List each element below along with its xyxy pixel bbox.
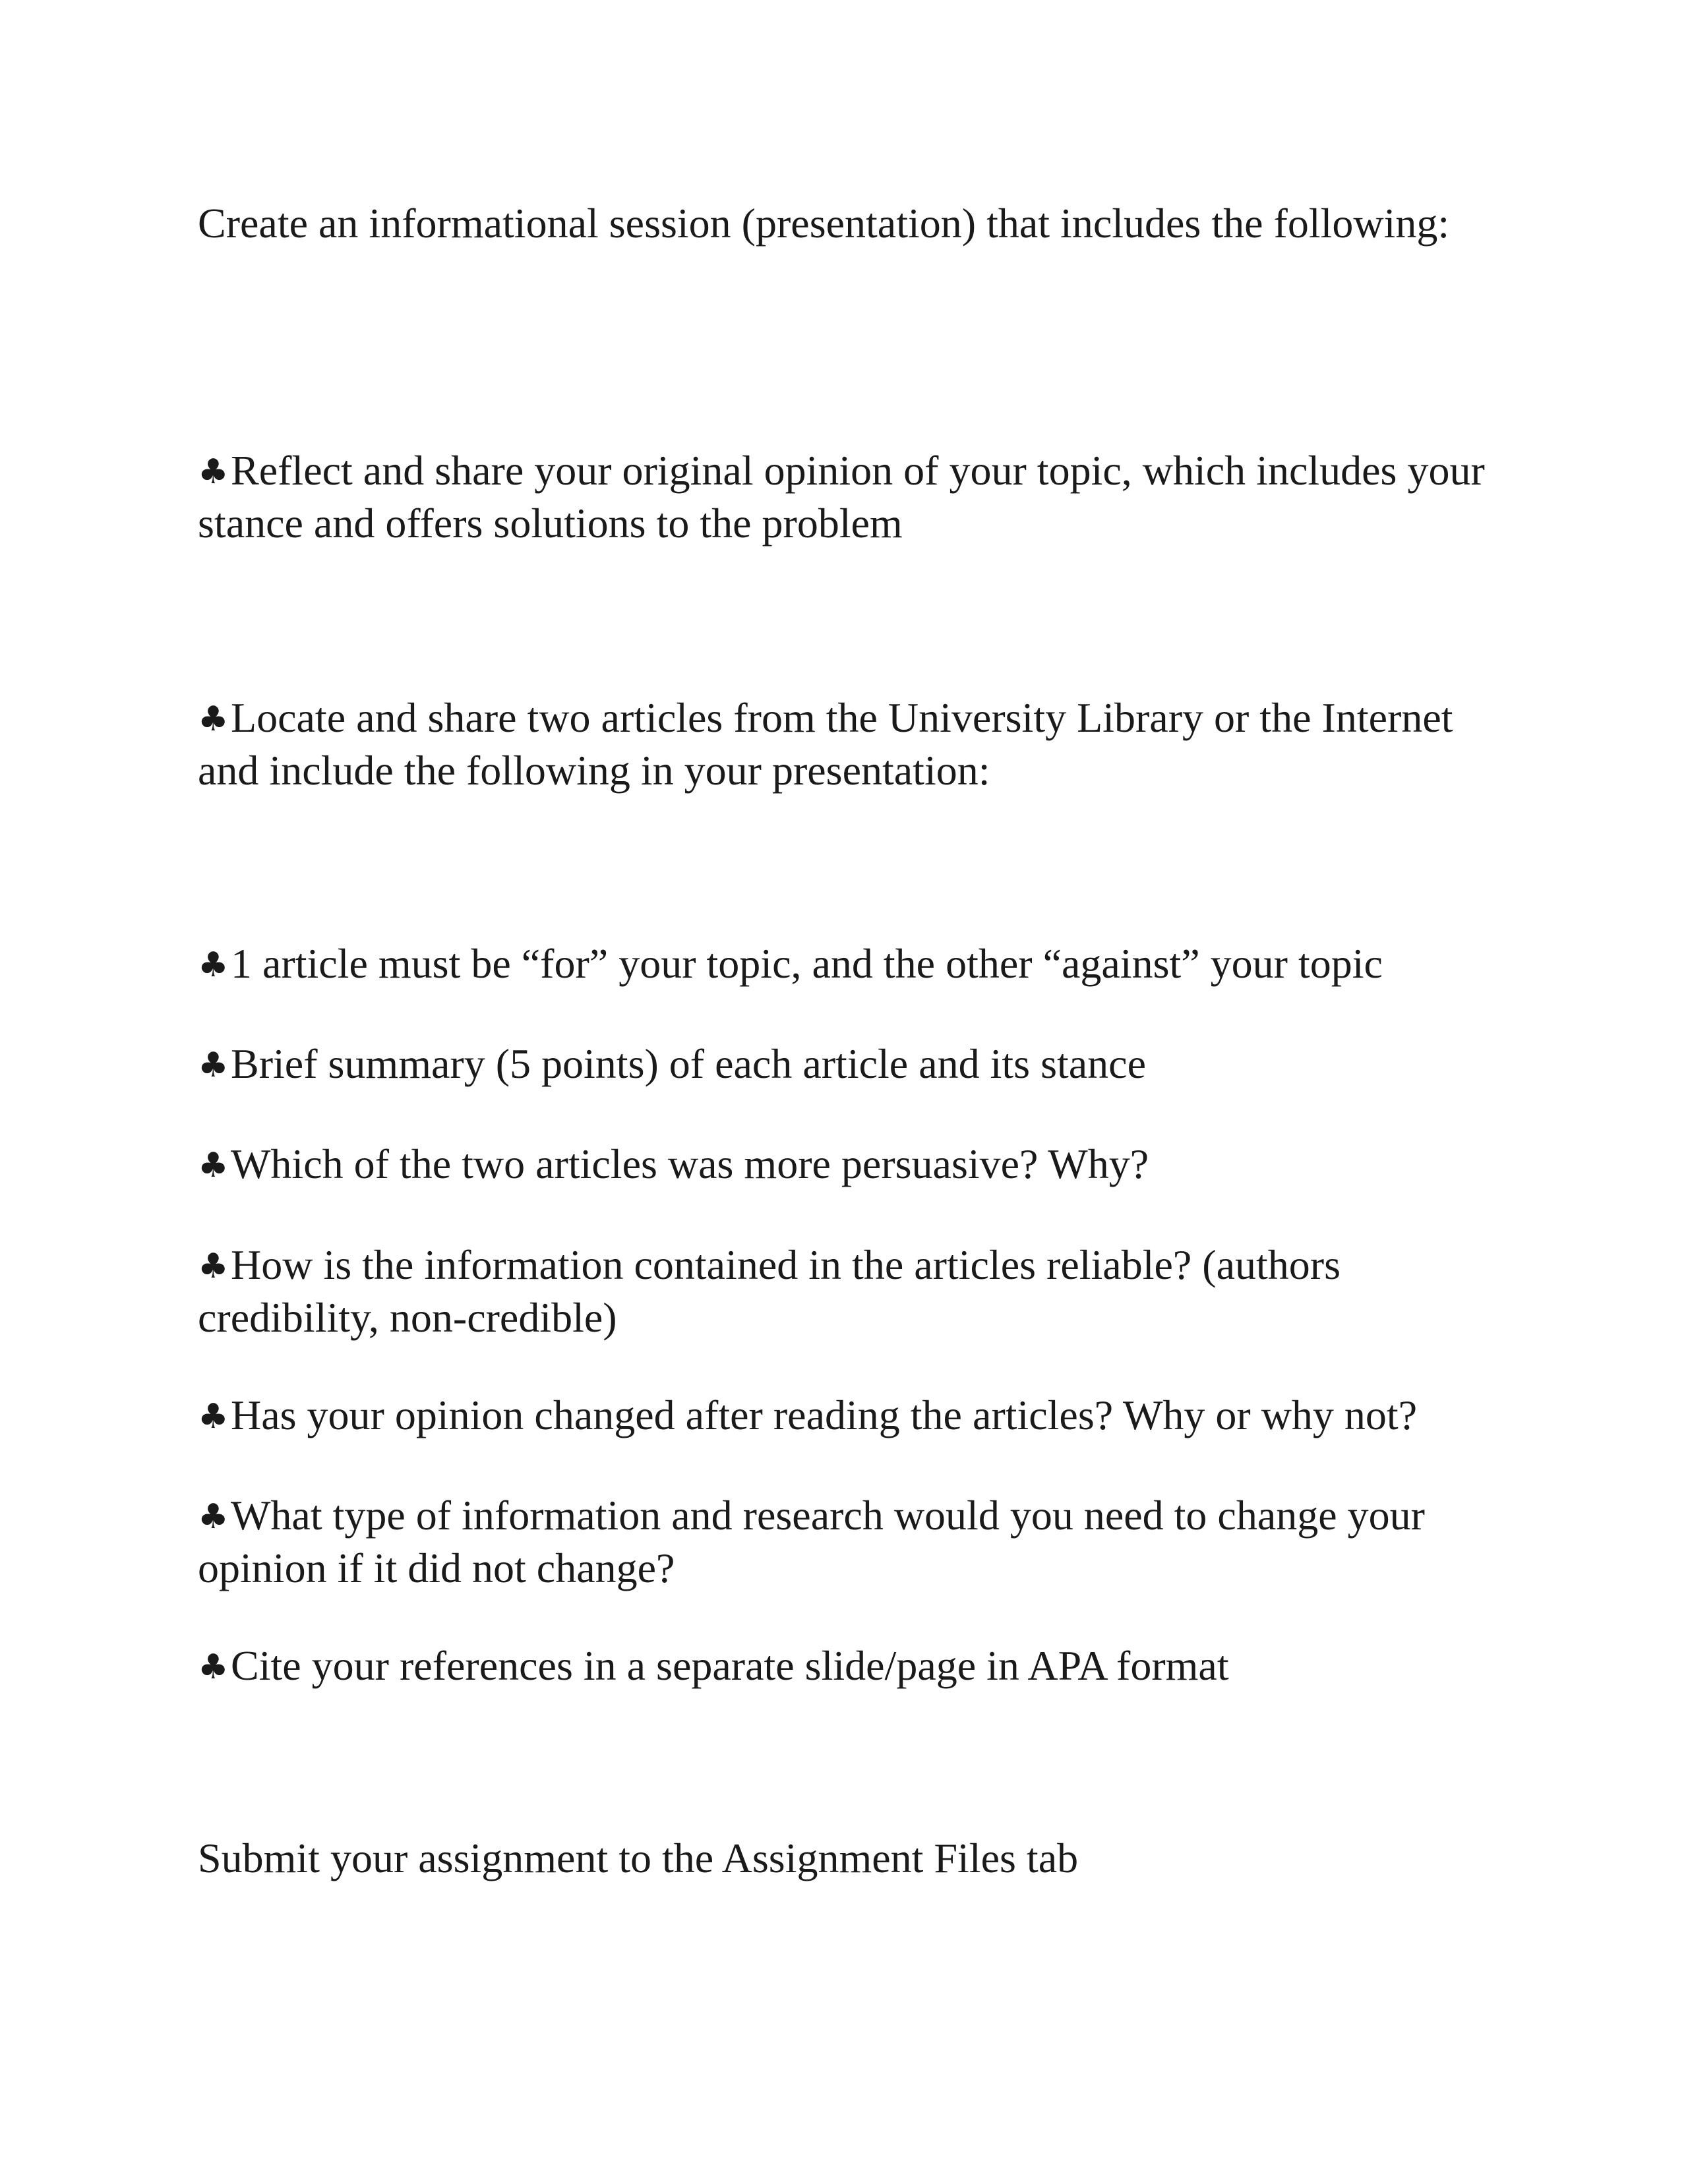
club-bullet-icon: ♣ xyxy=(198,1146,229,1185)
bullet-item-5 xyxy=(198,1138,1517,1191)
bullet-item-9 xyxy=(198,1640,1517,1693)
bullet-text: Reflect and share your original opinion of your topic, which includes your stance and offers solutions to the problem xyxy=(198,447,1485,546)
bullet-text: How is the information contained in the articles reliable? (authors credibility, non-credible) xyxy=(198,1241,1341,1341)
closing-paragraph xyxy=(198,1833,1517,1883)
bullet-text: Brief summary (5 points) of each article and its stance xyxy=(231,1040,1146,1087)
club-bullet-icon: ♣ xyxy=(198,1647,229,1687)
closing-text: Submit your assignment to the Assignment Files tab xyxy=(198,1835,1079,1881)
club-bullet-icon: ♣ xyxy=(198,945,229,985)
bullet-text: Has your opinion changed after reading the articles? Why or why not? xyxy=(231,1392,1418,1438)
club-bullet-icon: ♣ xyxy=(198,699,229,739)
bullet-text: Which of the two articles was more persuasive? Why? xyxy=(231,1140,1149,1187)
club-bullet-icon: ♣ xyxy=(198,1497,229,1537)
bullet-item-3 xyxy=(198,938,1517,991)
intro-paragraph xyxy=(198,198,1517,249)
bullet-item-2 xyxy=(198,692,1517,796)
bullet-text: Cite your references in a separate slide/page in APA format xyxy=(231,1642,1229,1689)
bullet-text: Locate and share two articles from the University Library or the Internet and include the following in your presentation: xyxy=(198,694,1453,794)
bullet-item-8 xyxy=(198,1490,1517,1593)
bullet-item-6 xyxy=(198,1239,1517,1343)
intro-text: Create an informational session (presentation) that includes the following: xyxy=(198,200,1450,247)
bullet-item-7 xyxy=(198,1390,1517,1442)
club-bullet-icon: ♣ xyxy=(198,1397,229,1436)
bullet-text: 1 article must be “for” your topic, and the other “against” your topic xyxy=(231,940,1383,987)
bullet-text: What type of information and research would you need to change your opinion if it did not change? xyxy=(198,1492,1425,1591)
club-bullet-icon: ♣ xyxy=(198,452,229,492)
club-bullet-icon: ♣ xyxy=(198,1247,229,1286)
club-bullet-icon: ♣ xyxy=(198,1046,229,1085)
bullet-item-1 xyxy=(198,445,1517,548)
bullet-item-4 xyxy=(198,1038,1517,1091)
